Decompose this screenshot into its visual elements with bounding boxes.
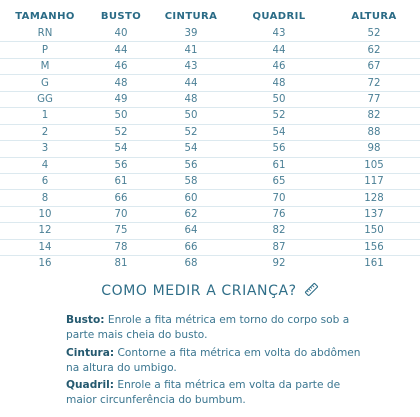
table-row — [0, 58, 420, 74]
cell-cintura: 62 — [152, 206, 230, 222]
cell-altura: 67 — [328, 58, 420, 74]
cell-busto: 46 — [90, 58, 152, 74]
note-busto-text: Enrole a fita métrica em torno do corpo sob a parte mais cheia do busto. — [66, 314, 350, 341]
cell-cintura: 60 — [152, 190, 230, 206]
cell-quadril: 56 — [230, 141, 328, 157]
cell-busto: 66 — [90, 190, 152, 206]
cell-tamanho: 3 — [0, 141, 90, 157]
cell-quadril: 87 — [230, 239, 328, 255]
ruler-icon — [304, 282, 319, 301]
header-tamanho: TAMANHO — [15, 11, 75, 22]
cell-quadril: 70 — [230, 190, 328, 206]
cell-busto: 61 — [90, 173, 152, 189]
cell-quadril: 46 — [230, 58, 328, 74]
cell-tamanho: 14 — [0, 239, 90, 255]
cell-busto: 40 — [90, 26, 152, 42]
cell-cintura: 50 — [152, 108, 230, 124]
table-row — [0, 256, 420, 272]
how-to-measure-heading — [0, 282, 420, 301]
cell-busto: 78 — [90, 239, 152, 255]
cell-quadril: 65 — [230, 173, 328, 189]
table-row — [0, 223, 420, 239]
cell-altura: 137 — [328, 206, 420, 222]
cell-busto: 49 — [90, 91, 152, 107]
cell-altura: 52 — [328, 26, 420, 42]
cell-cintura: 39 — [152, 26, 230, 42]
cell-altura: 156 — [328, 239, 420, 255]
cell-quadril: 92 — [272, 258, 286, 270]
cell-tamanho: M — [0, 58, 90, 74]
cell-altura: 98 — [328, 141, 420, 157]
note-cintura-text: Contorne a fita métrica em volta do abdômen na altura do umbigo. — [66, 347, 361, 374]
table-row — [0, 206, 420, 222]
cell-altura: 77 — [328, 91, 420, 107]
cell-quadril: 50 — [230, 91, 328, 107]
table-body — [0, 26, 420, 272]
cell-tamanho: GG — [0, 91, 90, 107]
note-busto-term: Busto: — [66, 314, 105, 326]
cell-cintura: 52 — [152, 124, 230, 140]
cell-busto: 54 — [90, 141, 152, 157]
cell-altura: 82 — [328, 108, 420, 124]
cell-quadril: 82 — [230, 223, 328, 239]
cell-tamanho: 10 — [0, 206, 90, 222]
table-row — [0, 42, 420, 58]
cell-quadril: 76 — [230, 206, 328, 222]
cell-cintura: 66 — [152, 239, 230, 255]
cell-cintura: 56 — [152, 157, 230, 173]
cell-busto: 70 — [90, 206, 152, 222]
cell-altura: 117 — [328, 173, 420, 189]
table-row — [0, 91, 420, 107]
cell-altura: 105 — [328, 157, 420, 173]
cell-tamanho: 16 — [38, 258, 52, 270]
cell-altura: 88 — [328, 124, 420, 140]
table-row — [0, 108, 420, 124]
cell-tamanho: 8 — [0, 190, 90, 206]
cell-cintura: 68 — [184, 258, 198, 270]
header-cintura: CINTURA — [164, 11, 218, 22]
cell-cintura: 64 — [152, 223, 230, 239]
table-row — [0, 141, 420, 157]
header-altura: ALTURA — [351, 11, 397, 22]
cell-quadril: 48 — [230, 75, 328, 91]
header-quadril: QUADRIL — [252, 11, 306, 22]
cell-tamanho: 6 — [0, 173, 90, 189]
table-row — [0, 124, 420, 140]
cell-cintura: 41 — [152, 42, 230, 58]
cell-quadril: 52 — [230, 108, 328, 124]
cell-tamanho: 4 — [0, 157, 90, 173]
cell-tamanho: RN — [0, 26, 90, 42]
note-quadril — [66, 378, 366, 408]
header-busto: BUSTO — [100, 11, 142, 22]
cell-cintura: 44 — [152, 75, 230, 91]
cell-tamanho: P — [0, 42, 90, 58]
cell-quadril: 61 — [230, 157, 328, 173]
how-to-measure-title: COMO MEDIR A CRIANÇA? — [101, 283, 297, 299]
cell-cintura: 48 — [152, 91, 230, 107]
cell-altura: 72 — [328, 75, 420, 91]
cell-tamanho: 1 — [0, 108, 90, 124]
cell-quadril: 54 — [230, 124, 328, 140]
cell-busto: 50 — [90, 108, 152, 124]
cell-busto: 81 — [114, 258, 128, 270]
table-header-row — [0, 7, 420, 26]
cell-busto: 44 — [90, 42, 152, 58]
cell-cintura: 58 — [152, 173, 230, 189]
table-row — [0, 157, 420, 173]
cell-cintura: 43 — [152, 58, 230, 74]
cell-tamanho: 2 — [0, 124, 90, 140]
table-row — [0, 26, 420, 42]
cell-tamanho: G — [0, 75, 90, 91]
note-cintura — [66, 346, 366, 376]
cell-tamanho: 12 — [0, 223, 90, 239]
cell-altura: 150 — [328, 223, 420, 239]
table-row — [0, 75, 420, 91]
table-row — [0, 239, 420, 255]
note-busto — [66, 313, 366, 343]
cell-altura: 62 — [328, 42, 420, 58]
size-chart-table — [0, 7, 420, 272]
cell-altura: 128 — [328, 190, 420, 206]
cell-cintura: 54 — [152, 141, 230, 157]
cell-busto: 52 — [90, 124, 152, 140]
cell-quadril: 44 — [230, 42, 328, 58]
cell-busto: 56 — [90, 157, 152, 173]
cell-altura: 161 — [364, 258, 384, 270]
note-cintura-term: Cintura: — [66, 347, 115, 359]
table-row — [0, 190, 420, 206]
note-quadril-term: Quadril: — [66, 379, 115, 391]
cell-busto: 48 — [90, 75, 152, 91]
note-quadril-text: Enrole a fita métrica em volta da parte de maior circunferência do bumbum. — [66, 379, 341, 406]
cell-quadril: 43 — [230, 26, 328, 42]
table-row — [0, 173, 420, 189]
cell-busto: 75 — [90, 223, 152, 239]
